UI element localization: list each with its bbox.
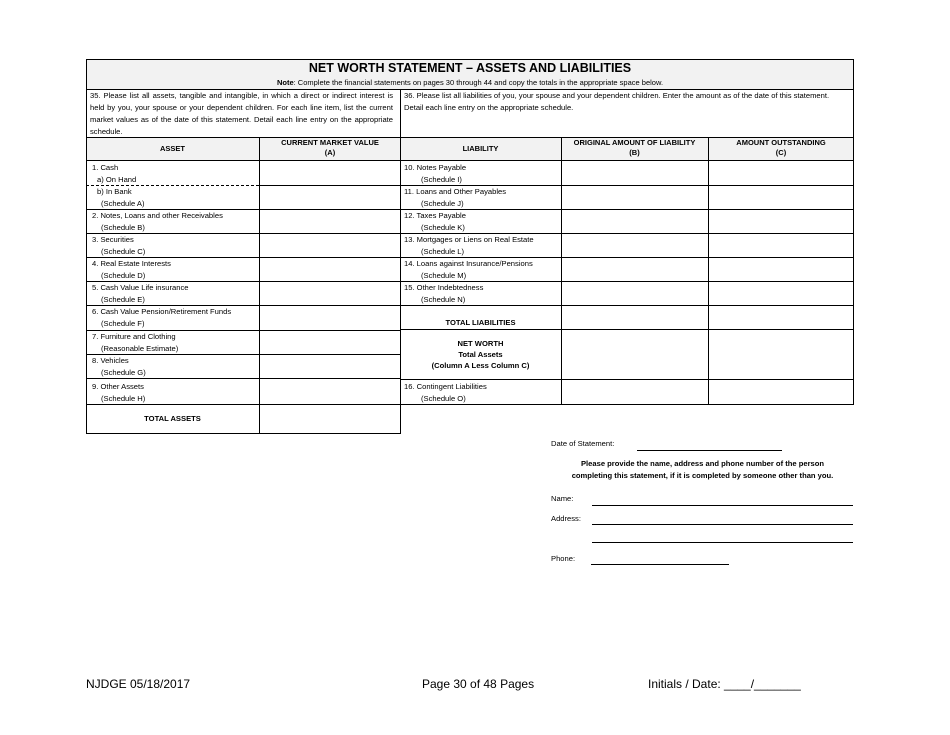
footer-initials-date: Initials / Date: ____/_______	[648, 677, 801, 691]
original-amount-cell[interactable]	[562, 210, 707, 233]
original-amount-cell[interactable]	[562, 162, 707, 185]
liability-row-mortgages	[404, 234, 534, 257]
phone-field[interactable]	[591, 564, 729, 565]
liability-label: 10. Notes Payable	[404, 163, 467, 172]
asset-sublabel: (Schedule D)	[101, 270, 146, 280]
asset-label: 9. Other Assets	[92, 382, 144, 391]
asset-value-cell[interactable]	[260, 258, 400, 281]
asset-value-cell[interactable]	[260, 210, 400, 233]
asset-sublabel: (Reasonable Estimate)	[101, 343, 179, 353]
original-amount-col-header	[561, 138, 708, 158]
net-worth-line3: (Column A Less Column C)	[431, 361, 530, 370]
liability-label: 15. Other Indebtedness	[404, 283, 484, 292]
amount-outstanding-cell[interactable]	[709, 234, 853, 257]
asset-sublabel: (Schedule C)	[101, 246, 146, 256]
liability-label: 13. Mortgages or Liens on Real Estate	[404, 235, 534, 244]
name-label: Name:	[551, 494, 574, 503]
liability-row-contingent	[404, 381, 487, 404]
asset-value-cell[interactable]	[260, 306, 400, 330]
net-worth-outstanding-cell[interactable]	[709, 330, 853, 379]
asset-value-cell[interactable]	[260, 331, 400, 354]
asset-label: 1. Cash	[92, 163, 119, 172]
asset-value-cell[interactable]	[260, 355, 400, 378]
amount-outstanding-cell[interactable]	[709, 258, 853, 281]
asset-row-real-estate	[92, 258, 171, 281]
liability-label: 11. Loans and Other Payables	[404, 187, 507, 196]
liability-row-notes-payable	[404, 162, 466, 185]
asset-sublabel: (Schedule G)	[101, 367, 146, 377]
address-label: Address:	[551, 514, 581, 523]
asset-value-cell[interactable]	[260, 234, 400, 257]
liability-sublabel: (Schedule N)	[421, 294, 466, 304]
asset-value-cell[interactable]	[260, 282, 400, 305]
total-assets-label: TOTAL ASSETS	[144, 414, 201, 423]
net-worth-line2: Total Assets	[458, 350, 503, 359]
asset-sublabel: (Schedule B)	[101, 222, 145, 232]
footer-form-id: NJDGE 05/18/2017	[86, 677, 191, 691]
address-field-line2[interactable]	[592, 542, 853, 543]
original-header-line2: (B)	[629, 148, 640, 157]
contingent-outstanding-cell[interactable]	[709, 380, 853, 404]
net-worth-original-cell[interactable]	[562, 330, 707, 379]
date-of-statement-field[interactable]	[637, 450, 782, 451]
contact-instruction-line2: completing this statement, if it is completed by someone other than you.	[571, 471, 834, 480]
liability-label: 12. Taxes Payable	[404, 211, 466, 220]
outstanding-header-line2: (C)	[775, 148, 787, 157]
asset-sublabel: (Schedule F)	[101, 318, 145, 328]
contingent-original-cell[interactable]	[562, 380, 707, 404]
note-label: Note	[276, 78, 294, 87]
phone-label: Phone:	[551, 554, 576, 563]
asset-row-vehicles	[92, 355, 146, 378]
instructions-assets: 35. Please list all assets, tangible and intangible, in which a direct or indirect interest is held by you, your spouse or your dependent children. For each line item, list the current market values as of the date of this statement. Detail each line entry on the appropriate schedule.	[90, 91, 393, 136]
amount-outstanding-cell[interactable]	[709, 282, 853, 305]
amount-outstanding-col-header	[708, 138, 854, 158]
note-text: : Complete the financial statements on pages 30 through 44 and copy the totals in the appropriate space below.	[293, 78, 664, 87]
original-amount-cell[interactable]	[562, 282, 707, 305]
contact-instructions	[540, 458, 865, 482]
asset-row-securities	[92, 234, 145, 257]
asset-label: 2. Notes, Loans and other Receivables	[92, 211, 223, 220]
asset-label: 4. Real Estate Interests	[92, 259, 171, 268]
liability-col-header: LIABILITY	[462, 144, 499, 153]
liability-label: 16. Contingent Liabilities	[404, 382, 487, 391]
original-header-line1: ORIGINAL AMOUNT OF LIABILITY	[573, 138, 696, 147]
asset-col-header: ASSET	[159, 144, 185, 153]
total-liabilities-outstanding-cell[interactable]	[709, 306, 853, 329]
asset-value-cell[interactable]	[260, 379, 400, 404]
asset-sublabel: (Schedule A)	[101, 198, 145, 208]
asset-row-cash	[92, 162, 136, 185]
liability-sublabel: (Schedule M)	[421, 270, 467, 280]
liability-row-other-indebtedness	[404, 282, 483, 305]
asset-row-in-bank	[92, 186, 144, 209]
net-worth-label	[400, 338, 561, 371]
asset-label: 7. Furniture and Clothing	[92, 332, 176, 341]
page-title: NET WORTH STATEMENT – ASSETS AND LIABILITIES	[308, 61, 632, 75]
total-liabilities-label: TOTAL LIABILITIES	[445, 318, 516, 327]
liability-sublabel: (Schedule J)	[421, 198, 464, 208]
address-field-line1[interactable]	[592, 524, 853, 525]
asset-label: 3. Securities	[92, 235, 134, 244]
amount-outstanding-cell[interactable]	[709, 210, 853, 233]
total-liabilities-original-cell[interactable]	[562, 306, 707, 329]
net-worth-line1: NET WORTH	[457, 339, 504, 348]
original-amount-cell[interactable]	[562, 258, 707, 281]
footer-page-number: Page 30 of 48 Pages	[422, 677, 535, 691]
liability-col-divider	[853, 137, 854, 405]
market-value-header-line2: (A)	[324, 148, 336, 157]
liability-sublabel: (Schedule L)	[421, 246, 465, 256]
asset-value-cell[interactable]	[260, 186, 400, 209]
contact-instruction-line1: Please provide the name, address and phone number of the person	[580, 459, 825, 468]
asset-value-cell[interactable]	[260, 162, 400, 185]
original-amount-cell[interactable]	[562, 234, 707, 257]
original-amount-cell[interactable]	[562, 186, 707, 209]
total-assets-value-cell[interactable]	[260, 405, 400, 433]
asset-row-other	[92, 381, 145, 404]
name-field[interactable]	[592, 505, 853, 506]
asset-sublabel: (Schedule H)	[101, 393, 146, 403]
liability-sublabel: (Schedule K)	[421, 222, 465, 232]
liability-row-insurance-loans	[404, 258, 533, 281]
date-of-statement-label: Date of Statement:	[551, 439, 615, 448]
asset-label: b) In Bank	[97, 187, 132, 196]
liability-sublabel: (Schedule O)	[421, 393, 466, 403]
asset-row-furniture	[92, 331, 178, 354]
liability-row-divider	[400, 404, 854, 405]
market-value-col-header	[259, 138, 401, 158]
instructions-liabilities: 36. Please list all liabilities of you, your spouse and your dependent children. Enter the amount as of the date of this statement. Detail each line entry on the appropriate schedule.	[404, 91, 830, 112]
liability-row-loans	[404, 186, 506, 209]
liability-sublabel: (Schedule I)	[421, 174, 462, 184]
asset-label: 8. Vehicles	[92, 356, 129, 365]
outstanding-header-line1: AMOUNT OUTSTANDING	[736, 138, 826, 147]
asset-sublabel: a) On Hand	[97, 174, 137, 184]
market-value-header-line1: CURRENT MARKET VALUE	[281, 138, 379, 147]
asset-row-pension	[92, 306, 231, 329]
asset-row-notes	[92, 210, 223, 233]
asset-sublabel: (Schedule E)	[101, 294, 145, 304]
liability-row-taxes	[404, 210, 466, 233]
amount-outstanding-cell[interactable]	[709, 186, 853, 209]
amount-outstanding-cell[interactable]	[709, 162, 853, 185]
asset-label: 6. Cash Value Pension/Retirement Funds	[92, 307, 232, 316]
note-line	[86, 78, 854, 87]
asset-row-life-insurance	[92, 282, 189, 305]
liability-label: 14. Loans against Insurance/Pensions	[404, 259, 533, 268]
asset-label: 5. Cash Value Life insurance	[92, 283, 189, 292]
